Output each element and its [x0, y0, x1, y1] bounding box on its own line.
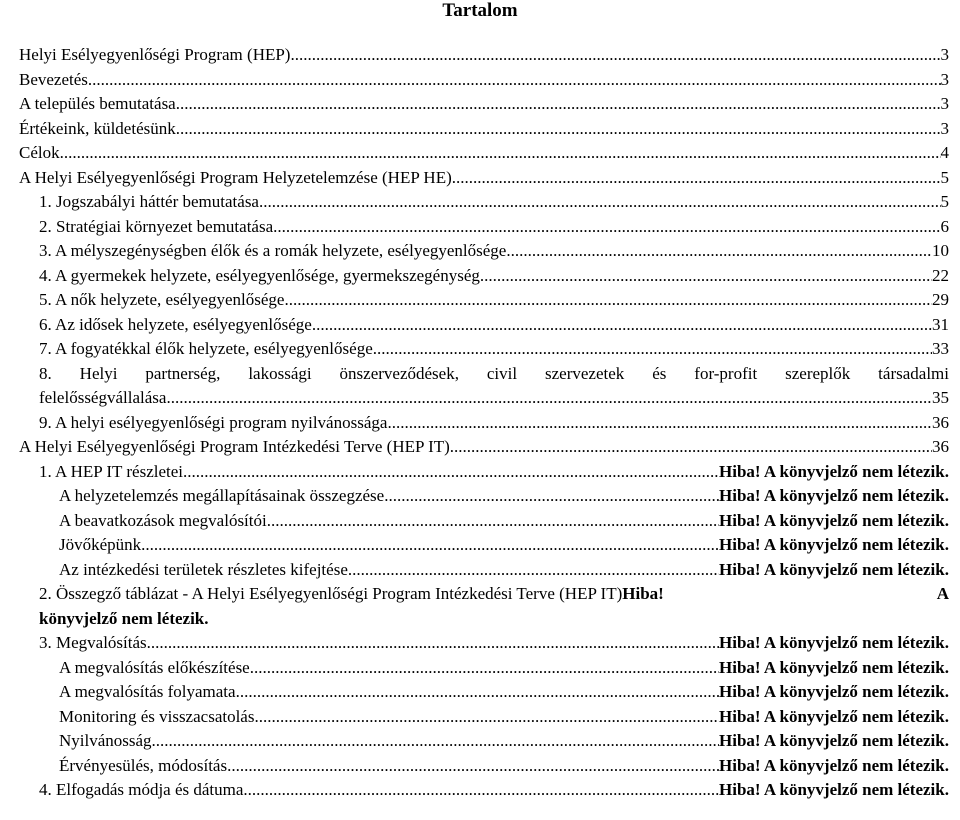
toc-entry[interactable] — [19, 68, 949, 92]
toc-entry[interactable] — [59, 533, 949, 557]
toc-entry[interactable] — [39, 460, 949, 484]
dot-leader — [152, 729, 719, 753]
dot-leader — [227, 754, 719, 778]
bookmark-error: Hiba! — [622, 584, 664, 603]
toc-entry-line2[interactable] — [39, 607, 949, 631]
toc-entry-label: Célok — [19, 143, 60, 162]
bookmark-error: Hiba! A könyvjelző nem létezik. — [719, 780, 949, 799]
toc-entry[interactable] — [39, 239, 949, 263]
dot-leader — [254, 705, 719, 729]
toc-entry[interactable] — [19, 92, 949, 116]
toc-entry[interactable] — [59, 754, 949, 778]
dot-leader — [259, 190, 941, 214]
toc-entry-label: 5. A nők helyzete, esélyegyenlősége — [39, 290, 285, 309]
toc-entry[interactable] — [39, 386, 949, 410]
dot-leader — [312, 313, 932, 337]
toc-entry-page: 10 — [932, 241, 949, 260]
dot-leader — [384, 484, 719, 508]
bookmark-error: Hiba! A könyvjelző nem létezik. — [719, 633, 949, 652]
toc-entry-label: Helyi Esélyegyenlőségi Program (HEP) — [19, 45, 291, 64]
toc-entry-label: 3. Megvalósítás — [39, 633, 147, 652]
toc-entry[interactable] — [39, 288, 949, 312]
toc-entry-label: 2. Stratégiai környezet bemutatása — [39, 216, 274, 236]
dot-leader — [88, 68, 941, 92]
toc-entry-label: 2. Összegző táblázat - A Helyi Esélyegyenlőségi Program Intézkedési Terve (HEP IT) — [39, 584, 623, 603]
toc-entry[interactable] — [39, 264, 949, 288]
toc-entry[interactable] — [59, 729, 949, 753]
bookmark-error: Hiba! A könyvjelző nem létezik. — [719, 510, 949, 530]
toc-entry-label: 6. Az idősek helyzete, esélyegyenlősége — [39, 314, 312, 334]
toc-entry-line1[interactable] — [39, 582, 949, 606]
toc-entry-page: 3 — [940, 45, 949, 64]
dot-leader — [267, 509, 719, 533]
toc-entry-page: 6 — [940, 216, 949, 236]
dot-leader — [60, 141, 941, 165]
toc-entry-label: 4. A gyermekek helyzete, esélyegyenlősége, gyermekszegénység — [39, 265, 480, 285]
toc-entry-label: 4. Elfogadás módja és dátuma — [39, 780, 244, 799]
dot-leader — [273, 215, 940, 239]
dot-leader — [176, 92, 941, 116]
toc-entry-label: 7. A fogyatékkal élők helyzete, esélyegyenlősége — [39, 339, 373, 358]
bookmark-error: Hiba! A könyvjelző nem létezik. — [719, 559, 949, 579]
toc-entry-label: A település bemutatása — [19, 94, 176, 113]
dot-leader — [183, 460, 719, 484]
dot-leader — [166, 386, 932, 410]
bookmark-error-cont: A — [936, 584, 949, 603]
toc-entry-label: Jövőképünk — [59, 535, 142, 554]
dot-leader — [373, 337, 932, 361]
bookmark-error: Hiba! A könyvjelző nem létezik. — [719, 535, 949, 554]
bookmark-error-cont: könyvjelző nem létezik. — [39, 608, 209, 628]
dot-leader — [236, 680, 719, 704]
toc-entry-page: 4 — [940, 143, 949, 162]
toc-entry[interactable] — [59, 484, 949, 508]
toc-entry[interactable] — [59, 680, 949, 704]
toc-entry-page: 29 — [932, 290, 949, 309]
toc-entry-label: A beavatkozások megvalósítói — [59, 510, 267, 530]
toc-entry[interactable] — [19, 43, 949, 67]
toc-entry-label: 1. Jogszabályi háttér bemutatása — [39, 192, 259, 211]
toc-entry-label: Bevezetés — [19, 69, 88, 89]
toc-entry-page: 36 — [932, 437, 949, 456]
toc-entry[interactable] — [19, 435, 949, 459]
toc-entry-page: 3 — [940, 94, 949, 113]
dot-leader — [250, 656, 719, 680]
toc-entry[interactable] — [39, 631, 949, 655]
toc-entry-page: 22 — [932, 265, 949, 285]
toc-entry-label: Nyilvánosság — [59, 731, 152, 750]
toc-entry[interactable] — [19, 141, 949, 165]
bookmark-error: Hiba! A könyvjelző nem létezik. — [719, 682, 949, 701]
dot-leader — [348, 558, 719, 582]
dot-leader — [290, 43, 940, 67]
bookmark-error: Hiba! A könyvjelző nem létezik. — [719, 706, 949, 726]
toc-entry-page: 33 — [932, 339, 949, 358]
bookmark-error: Hiba! A könyvjelző nem létezik. — [719, 755, 949, 775]
toc-entry-page: 5 — [940, 192, 949, 211]
bookmark-error: Hiba! A könyvjelző nem létezik. — [719, 461, 949, 481]
dot-leader — [176, 117, 941, 141]
toc-entry-label: Az intézkedési területek részletes kifejtése — [59, 559, 348, 579]
toc-entry[interactable] — [39, 337, 949, 361]
dot-leader — [387, 411, 932, 435]
toc-entry[interactable] — [59, 509, 949, 533]
dot-leader — [147, 631, 719, 655]
toc-entry-label-cont: felelősségvállalása — [39, 388, 167, 407]
toc-entry[interactable] — [39, 778, 949, 802]
toc-entry-page: 35 — [932, 388, 949, 407]
bookmark-error: Hiba! A könyvjelző nem létezik. — [719, 731, 949, 750]
toc-entry-label: 3. A mélyszegénységben élők és a romák helyzete, esélyegyenlősége — [39, 241, 507, 260]
toc-entry-label: A Helyi Esélyegyenlőségi Program Intézkedési Terve (HEP IT) — [19, 437, 450, 456]
dot-leader — [506, 239, 932, 263]
toc-entry-label: Érvényesülés, módosítás — [59, 755, 228, 775]
bookmark-error: Hiba! A könyvjelző nem létezik. — [719, 486, 949, 505]
dot-leader — [480, 264, 932, 288]
bookmark-error: Hiba! A könyvjelző nem létezik. — [719, 657, 949, 677]
toc-entry-label: A Helyi Esélyegyenlőségi Program Helyzetelemzése (HEP HE) — [19, 167, 452, 187]
toc-entry[interactable] — [39, 313, 949, 337]
toc-entry-label: A megvalósítás előkészítése — [59, 657, 250, 677]
toc-entry[interactable] — [19, 166, 949, 190]
toc-entry-label: Értékeink, küldetésünk — [19, 118, 176, 138]
toc-entry[interactable] — [39, 190, 949, 214]
toc-entry-label: A helyzetelemzés megállapításainak összegzése — [59, 486, 385, 505]
toc-entry-page: 3 — [940, 118, 949, 138]
toc-entry-label: A megvalósítás folyamata — [59, 682, 236, 701]
page-title: Tartalom — [442, 0, 518, 21]
toc-entry[interactable] — [39, 411, 949, 435]
toc-entry-page: 31 — [932, 314, 949, 334]
toc-entry[interactable] — [39, 215, 949, 239]
toc-entry-page: 5 — [940, 167, 949, 187]
toc-entry-label: 9. A helyi esélyegyenlőségi program nyilvánossága — [39, 412, 388, 432]
dot-leader — [284, 288, 932, 312]
toc-entry[interactable] — [19, 117, 949, 141]
toc-entry[interactable] — [59, 705, 949, 729]
toc-entry-page: 3 — [940, 69, 949, 89]
dot-leader — [243, 778, 719, 802]
dot-leader — [141, 533, 719, 557]
toc-entry-line1[interactable] — [39, 362, 949, 386]
toc-entry-label: 1. A HEP IT részletei — [39, 461, 184, 481]
toc-entry-label: 8. Helyi partnerség, lakossági önszerveződések, civil szervezetek és for-profit szereplők társadalmi — [39, 363, 949, 383]
dot-leader — [450, 435, 932, 459]
toc-entry-page: 36 — [932, 412, 949, 432]
dot-leader — [452, 166, 941, 190]
toc-entry[interactable] — [59, 558, 949, 582]
toc-entry-label: Monitoring és visszacsatolás — [59, 706, 255, 726]
toc-entry[interactable] — [59, 656, 949, 680]
